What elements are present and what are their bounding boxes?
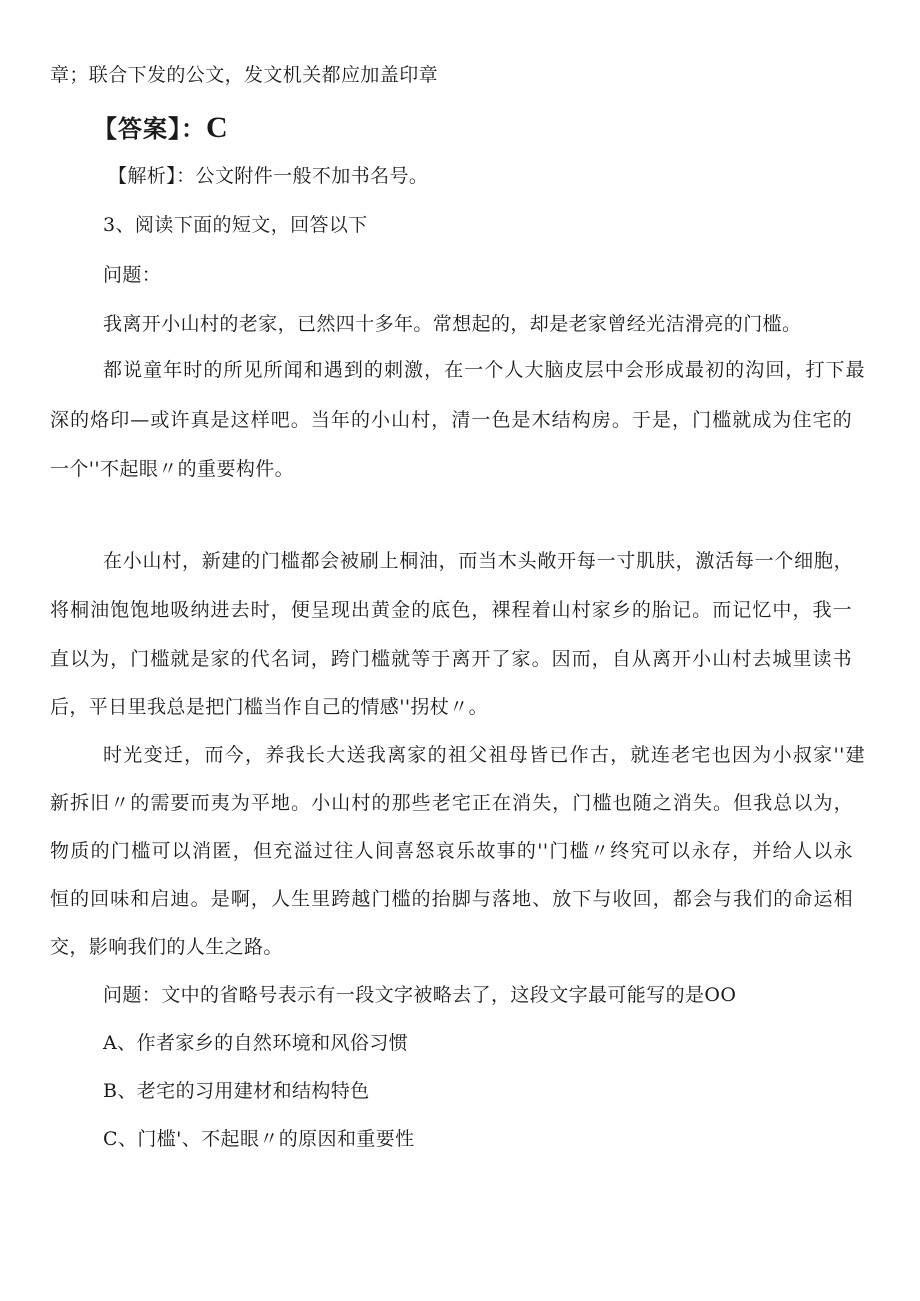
option-b: B、老宅的习用建材和结构特色: [103, 1080, 370, 1102]
analysis-line: 【解析】：公文附件一般不加书名号。: [108, 165, 429, 187]
answer-label: 【答案】：: [93, 115, 206, 143]
paragraph-line: 深的烙印—或许真是这样吧。当年的小山村，清一色是木结构房。于是，门槛就成为住宅的: [50, 409, 852, 431]
question-prompt: 问题：文中的省略号表示有一段文字被略去了，这段文字最可能写的是OO: [103, 984, 737, 1006]
paragraph-line: 我离开小山村的老家，已然四十多年。常想起的，却是老家曾经光洁滑亮的门槛。: [103, 313, 802, 335]
paragraph-line: 后，平日里我总是把门槛当作自己的情感''拐杖〃。: [50, 696, 489, 718]
paragraph-line: 在小山村，新建的门槛都会被刷上桐油，而当木头敞开每一寸肌肤，激活每一个细胞，: [103, 550, 853, 572]
option-c: C、门槛'、不起眼〃的原因和重要性: [103, 1128, 415, 1150]
paragraph-line: 直以为，门槛就是家的代名词，跨门槛就等于离开了家。因而，自从离开小山村去城里读书: [50, 648, 852, 670]
text-line: 章；联合下发的公文，发文机关都应加盖印章: [50, 64, 439, 86]
paragraph-line: 一个''不起眼〃的重要构件。: [50, 458, 295, 480]
paragraph-line: 时光变迁，而今，养我长大送我离家的祖父祖母皆已作古，就连老宅也因为小叔家''建: [103, 744, 865, 766]
paragraph-line: 将桐油饱饱地吸纳进去时，便呈现出黄金的底色，裸程着山村家乡的胎记。而记忆中，我一: [50, 599, 852, 621]
paragraph-line: 恒的回味和启迪。是啊，人生里跨越门槛的抬脚与落地、放下与收回，都会与我们的命运相: [50, 888, 853, 910]
question-label: 问题：: [103, 264, 162, 286]
option-a: A、作者家乡的自然环境和风俗习惯: [103, 1032, 409, 1054]
answer-line: [93, 113, 229, 144]
paragraph-line: 物质的门槛可以消匿，但充溢过往人间喜怒哀乐故事的''门槛〃终究可以永存，并给人以永: [50, 840, 853, 862]
paragraph-line: 新拆旧〃的需要而夷为平地。小山村的那些老宅正在消失，门槛也随之消失。但我总以为，: [50, 792, 853, 814]
paragraph-line: 交，影响我们的人生之路。: [50, 936, 283, 958]
question-number: 3、阅读下面的短文，回答以下: [103, 214, 368, 236]
answer-letter: C: [206, 111, 229, 144]
paragraph-line: 都说童年时的所见所闻和遇到的刺激，在一个人大脑皮层中会形成最初的沟回，打下最: [103, 359, 865, 381]
